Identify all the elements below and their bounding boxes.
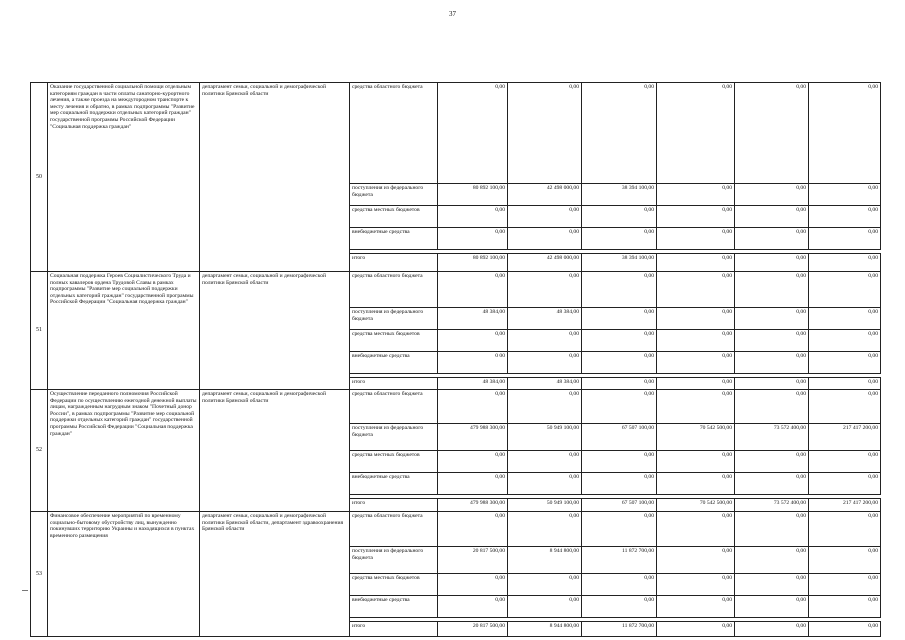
amount-cell: 0,00 [508, 596, 582, 618]
row-number: 52 [31, 390, 48, 512]
executor-cell: департамент семьи, социальной и демографической политики Брянской области [200, 83, 350, 272]
amount-cell: 0,00 [657, 254, 735, 272]
funding-source-label: средства областного бюджета [350, 512, 438, 547]
executor-cell: департамент семьи, социальной и демографической политики Брянской области [200, 272, 350, 390]
funding-source-label: внебюджетные средства [350, 473, 438, 495]
amount-cell: 0,00 [657, 451, 735, 473]
funding-source-label: итого [350, 499, 438, 512]
amount-cell: 0,00 [438, 473, 508, 495]
amount-cell: 0,00 [438, 228, 508, 250]
funding-source-label: поступления из федерального бюджета [350, 547, 438, 574]
amount-cell: 0,00 [508, 512, 582, 547]
measure-description: Социальная поддержка Героев Социалистического Труда и полных кавалеров ордена Трудовой Славы в рамках подпрограммы "Развитие мер социальной поддержки отдельных категорий граждан" государственной программы Российской Федерации "Социальная поддержка граждан" [48, 272, 200, 390]
amount-cell: 0,00 [582, 390, 657, 424]
amount-cell: 0,00 [508, 83, 582, 184]
amount-cell: 0,00 [809, 378, 881, 390]
amount-cell: 0,00 [582, 512, 657, 547]
funding-source-label: поступления из федерального бюджета [350, 308, 438, 330]
amount-cell: 48 384,00 [508, 378, 582, 390]
amount-cell: 0,00 [809, 254, 881, 272]
amount-cell: 0,00 [735, 451, 809, 473]
amount-cell: 0,00 [438, 83, 508, 184]
funding-source-label: итого [350, 622, 438, 637]
amount-cell: 0,00 [809, 352, 881, 374]
amount-cell: 20 817 500,00 [438, 622, 508, 637]
amount-cell: 20 817 500,00 [438, 547, 508, 574]
amount-cell: 0,00 [657, 596, 735, 618]
amount-cell: 0,00 [809, 451, 881, 473]
funding-source-label: поступления из федерального бюджета [350, 424, 438, 451]
row-number: 51 [31, 272, 48, 390]
amount-cell: 0,00 [809, 574, 881, 596]
executor-cell: департамент семьи, социальной и демографической политики Брянской области, департамент здравоохранения Брянской области [200, 512, 350, 637]
table-row [31, 390, 881, 424]
funding-source-label: средства местных бюджетов [350, 451, 438, 473]
measure-description: Осуществление переданного полномочия Российской Федерации по осуществлению ежегодной денежной выплаты лицам, награжденным нагрудным знаком "Почетный донор России", в рамках подпрограммы "Развитие мер социальной поддержки отдельных категорий граждан" государственной программы Российской Федерации "Социальная поддержка граждан" [48, 390, 200, 512]
funding-source-label: итого [350, 254, 438, 272]
funding-source-label: средства областного бюджета [350, 390, 438, 424]
amount-cell: 0,00 [809, 272, 881, 308]
amount-cell: 0,00 [735, 184, 809, 206]
amount-cell: 0,00 [582, 308, 657, 330]
amount-cell: 0,00 [657, 184, 735, 206]
amount-cell: 0,00 [582, 272, 657, 308]
amount-cell: 0,00 [735, 206, 809, 228]
amount-cell: 0,00 [582, 206, 657, 228]
amount-cell: 0,00 [809, 330, 881, 352]
amount-cell: 0,00 [508, 473, 582, 495]
margin-mark [22, 590, 28, 591]
amount-cell: 0,00 [657, 83, 735, 184]
amount-cell: 0,00 [508, 390, 582, 424]
amount-cell: 67 507 100,00 [582, 499, 657, 512]
amount-cell: 38 394 100,00 [582, 184, 657, 206]
amount-cell: 48 384,00 [438, 308, 508, 330]
table-row [31, 512, 881, 547]
amount-cell: 0,00 [735, 83, 809, 184]
amount-cell: 50 949 100,00 [508, 424, 582, 451]
amount-cell: 0,00 [657, 378, 735, 390]
funding-source-label: средства местных бюджетов [350, 206, 438, 228]
amount-cell: 11 872 700,00 [582, 622, 657, 637]
amount-cell: 0,00 [735, 390, 809, 424]
amount-cell: 0,00 [657, 512, 735, 547]
amount-cell: 0,00 [657, 390, 735, 424]
funding-source-label: внебюджетные средства [350, 596, 438, 618]
amount-cell: 0,00 [582, 378, 657, 390]
amount-cell: 0,00 [582, 596, 657, 618]
amount-cell: 0,00 [809, 228, 881, 250]
row-number: 50 [31, 83, 48, 272]
funding-source-label: средства областного бюджета [350, 272, 438, 308]
amount-cell: 8 944 800,00 [508, 622, 582, 637]
amount-cell: 80 892 100,00 [438, 254, 508, 272]
amount-cell: 0,00 [582, 473, 657, 495]
amount-cell: 217 417 200,00 [809, 424, 881, 451]
amount-cell: 0,00 [735, 596, 809, 618]
table-row [31, 83, 881, 184]
funding-source-label: средства местных бюджетов [350, 574, 438, 596]
amount-cell: 0,00 [438, 390, 508, 424]
amount-cell: 48 384,00 [438, 378, 508, 390]
amount-cell: 0,00 [735, 228, 809, 250]
amount-cell: 0,00 [809, 206, 881, 228]
measure-description: Оказание государственной социальной помощи отдельным категориям граждан в части оплаты санаторно-курортного лечения, а также проезда на междугородном транспорте к месту лечения и обратно, в рамках подпрограммы "Развитие мер социальной поддержки отдельных категорий граждан" государственной программы Российской Федерации "Социальная поддержка граждан" [48, 83, 200, 272]
amount-cell: 50 949 100,00 [508, 499, 582, 512]
amount-cell: 0,00 [508, 206, 582, 228]
executor-cell: департамент семьи, социальной и демографической политики Брянской области [200, 390, 350, 512]
amount-cell: 0,00 [438, 206, 508, 228]
funding-source-label: поступления из федерального бюджета [350, 184, 438, 206]
funding-source-label: средства местных бюджетов [350, 330, 438, 352]
amount-cell: 0,00 [508, 228, 582, 250]
amount-cell: 0,00 [438, 330, 508, 352]
program-funding-table [30, 82, 881, 637]
amount-cell: 42 498 000,00 [508, 254, 582, 272]
row-number: 53 [31, 512, 48, 637]
amount-cell: 0,00 [657, 574, 735, 596]
table-row [31, 272, 881, 308]
amount-cell: 0,00 [809, 622, 881, 637]
amount-cell: 0,00 [508, 451, 582, 473]
amount-cell: 73 572 400,00 [735, 424, 809, 451]
amount-cell: 42 498 000,00 [508, 184, 582, 206]
amount-cell: 0,00 [657, 272, 735, 308]
amount-cell: 0,00 [809, 184, 881, 206]
amount-cell: 0,00 [657, 308, 735, 330]
amount-cell: 48 384,00 [508, 308, 582, 330]
table-body [31, 83, 881, 637]
amount-cell: 73 572 400,00 [735, 499, 809, 512]
measure-description: Финансовое обеспечение мероприятий по временному социально-бытовому обустройству лиц, вынужденно покинувших территорию Украины и находящихся в пунктах временного размещения [48, 512, 200, 637]
amount-cell: 479 988 300,00 [438, 499, 508, 512]
amount-cell: 0,00 [657, 206, 735, 228]
amount-cell: 11 872 700,00 [582, 547, 657, 574]
amount-cell: 80 892 100,00 [438, 184, 508, 206]
funding-source-label: внебюджетные средства [350, 228, 438, 250]
amount-cell: 0,00 [735, 308, 809, 330]
amount-cell: 0,00 [735, 473, 809, 495]
amount-cell: 0,00 [735, 254, 809, 272]
amount-cell: 0,00 [735, 378, 809, 390]
funding-source-label: итого [350, 378, 438, 390]
amount-cell: 0,00 [735, 622, 809, 637]
amount-cell: 0,00 [809, 547, 881, 574]
amount-cell: 0,00 [657, 228, 735, 250]
amount-cell: 0,00 [735, 512, 809, 547]
amount-cell: 0,00 [438, 272, 508, 308]
amount-cell: 479 988 300,00 [438, 424, 508, 451]
amount-cell: 70 542 500,00 [657, 499, 735, 512]
amount-cell: 0,00 [657, 473, 735, 495]
amount-cell: 0,00 [809, 473, 881, 495]
amount-cell: 0,00 [582, 451, 657, 473]
amount-cell: 0,00 [582, 83, 657, 184]
amount-cell: 0,00 [735, 330, 809, 352]
amount-cell: 0,00 [508, 330, 582, 352]
amount-cell: 0,00 [508, 574, 582, 596]
amount-cell: 0,00 [657, 622, 735, 637]
amount-cell: 38 394 100,00 [582, 254, 657, 272]
amount-cell: 0,00 [809, 596, 881, 618]
amount-cell: 0 00 [438, 352, 508, 374]
amount-cell: 0,00 [735, 272, 809, 308]
amount-cell: 67 507 100,00 [582, 424, 657, 451]
amount-cell: 0,00 [735, 547, 809, 574]
amount-cell: 0,00 [438, 512, 508, 547]
amount-cell: 0,00 [735, 574, 809, 596]
amount-cell: 0,00 [582, 352, 657, 374]
amount-cell: 0,00 [582, 228, 657, 250]
funding-source-label: средства областного бюджета [350, 83, 438, 184]
amount-cell: 0,00 [657, 330, 735, 352]
amount-cell: 0,00 [809, 390, 881, 424]
amount-cell: 0,00 [657, 352, 735, 374]
amount-cell: 217 417 200,00 [809, 499, 881, 512]
amount-cell: 0,00 [735, 352, 809, 374]
amount-cell: 0,00 [508, 352, 582, 374]
amount-cell: 0,00 [438, 574, 508, 596]
amount-cell: 70 542 500,00 [657, 424, 735, 451]
amount-cell: 0,00 [582, 330, 657, 352]
amount-cell: 0,00 [438, 451, 508, 473]
page-number: 37 [449, 10, 456, 18]
amount-cell: 0,00 [582, 574, 657, 596]
amount-cell: 0,00 [809, 83, 881, 184]
funding-source-label: внебюджетные средства [350, 352, 438, 374]
amount-cell: 0,00 [438, 596, 508, 618]
amount-cell: 0,00 [809, 512, 881, 547]
amount-cell: 0,00 [809, 308, 881, 330]
amount-cell: 8 944 800,00 [508, 547, 582, 574]
amount-cell: 0,00 [657, 547, 735, 574]
amount-cell: 0,00 [508, 272, 582, 308]
